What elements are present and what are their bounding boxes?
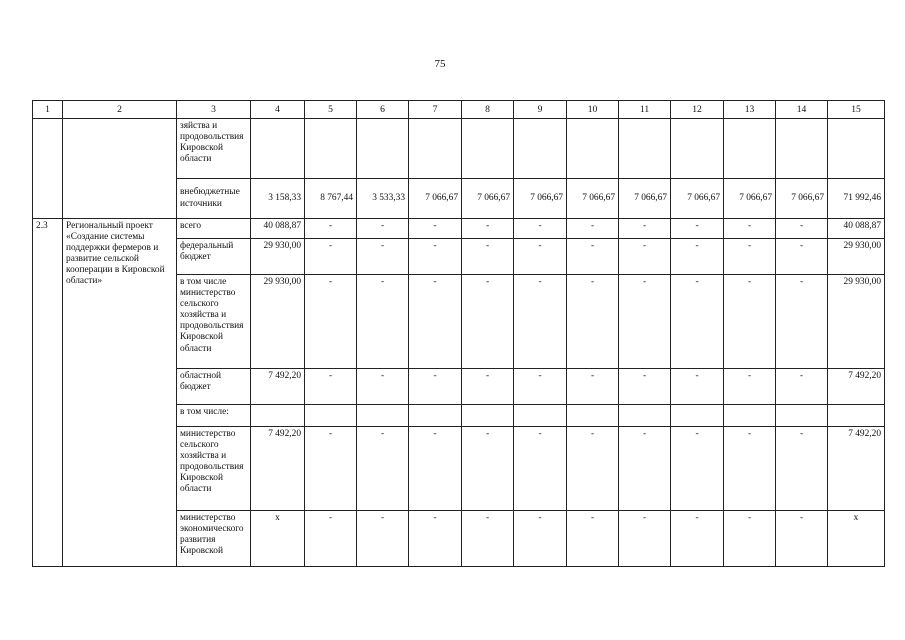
total-cell: 7 492,20 [251,369,305,405]
final-cell: 7 492,20 [828,427,885,511]
empty-value-cell: - [462,239,514,275]
empty-value-cell: - [671,275,724,369]
table-cell [305,119,357,179]
row-label: всего [177,219,251,239]
row-label: министерство экономического развития Кировской [177,511,251,567]
total-cell: 29 930,00 [251,275,305,369]
col-9: 9 [514,101,567,119]
table-cell [567,119,619,179]
empty-value-cell: - [619,275,671,369]
empty-value-cell: - [409,239,462,275]
empty-value-cell: - [514,369,567,405]
row-label: министерство сельского хозяйства и продовольствия Кировской области [177,427,251,511]
table-cell [567,405,619,427]
empty-value-cell: - [462,369,514,405]
final-cell: х [828,511,885,567]
empty-value-cell: - [514,219,567,239]
section-number: 2.3 [33,219,63,567]
value-cell: 3 533,33 [357,179,409,219]
empty-value-cell: - [619,369,671,405]
col-5: 5 [305,101,357,119]
empty-value-cell: - [409,511,462,567]
col-13: 13 [724,101,776,119]
empty-value-cell: - [671,511,724,567]
value-cell: 3 158,33 [251,179,305,219]
empty-value-cell: - [305,239,357,275]
table-cell [409,119,462,179]
row-label: зяйства и продовольствия Кировской области [177,119,251,179]
value-cell: 71 992,46 [828,179,885,219]
col-7: 7 [409,101,462,119]
value-cell: 7 066,67 [776,179,828,219]
empty-value-cell: - [776,369,828,405]
value-cell: 7 066,67 [514,179,567,219]
section-title: Региональный проект «Создание системы поддержки фермеров и развитие сельской кооперации в Кировской области» [63,219,177,567]
col-10: 10 [567,101,619,119]
table-cell [514,405,567,427]
empty-value-cell: - [514,511,567,567]
empty-value-cell: - [567,427,619,511]
empty-value-cell: - [671,219,724,239]
col-15: 15 [828,101,885,119]
empty-value-cell: - [462,511,514,567]
empty-value-cell: - [776,427,828,511]
empty-value-cell: - [776,219,828,239]
empty-value-cell: - [514,275,567,369]
empty-value-cell: - [671,369,724,405]
table-cell [357,405,409,427]
row-label: федеральный бюджет [177,239,251,275]
table-cell [724,119,776,179]
empty-value-cell: - [357,369,409,405]
col-3: 3 [177,101,251,119]
value-cell: 7 066,67 [724,179,776,219]
table-cell [63,119,177,219]
page-number: 75 [434,58,446,70]
value-cell: 7 066,67 [462,179,514,219]
table-cell [828,119,885,179]
empty-value-cell: - [357,275,409,369]
col-1: 1 [33,101,63,119]
budget-table [32,100,885,567]
empty-value-cell: - [724,219,776,239]
empty-value-cell: - [462,219,514,239]
empty-value-cell: - [462,427,514,511]
empty-value-cell: - [409,369,462,405]
empty-value-cell: - [619,427,671,511]
empty-value-cell: - [305,511,357,567]
row-label: внебюджетные источники [177,179,251,219]
total-cell: х [251,511,305,567]
empty-value-cell: - [619,219,671,239]
empty-value-cell: - [357,219,409,239]
final-cell: 7 492,20 [828,369,885,405]
value-cell: 8 767,44 [305,179,357,219]
empty-value-cell: - [671,239,724,275]
empty-value-cell: - [776,275,828,369]
row-label: в том числе: [177,405,251,427]
empty-value-cell: - [567,239,619,275]
empty-value-cell: - [567,511,619,567]
total-cell: 7 492,20 [251,427,305,511]
table-cell [776,405,828,427]
value-cell: 7 066,67 [671,179,724,219]
empty-value-cell: - [619,511,671,567]
empty-value-cell: - [357,239,409,275]
table-cell [251,119,305,179]
table-cell [462,119,514,179]
col-8: 8 [462,101,514,119]
empty-value-cell: - [776,239,828,275]
empty-value-cell: - [409,275,462,369]
total-cell: 29 930,00 [251,239,305,275]
empty-value-cell: - [724,511,776,567]
empty-value-cell: - [671,427,724,511]
col-14: 14 [776,101,828,119]
empty-value-cell: - [305,427,357,511]
value-cell: 7 066,67 [409,179,462,219]
empty-value-cell: - [514,427,567,511]
col-6: 6 [357,101,409,119]
row-label: областной бюджет [177,369,251,405]
empty-value-cell: - [357,427,409,511]
table-cell [462,405,514,427]
empty-value-cell: - [724,239,776,275]
table-cell [514,119,567,179]
final-cell: 29 930,00 [828,275,885,369]
table-row [33,219,885,239]
value-cell: 7 066,67 [619,179,671,219]
value-cell: 7 066,67 [567,179,619,219]
table-cell [619,405,671,427]
empty-value-cell: - [462,275,514,369]
table-cell [305,405,357,427]
empty-value-cell: - [409,427,462,511]
empty-value-cell: - [567,219,619,239]
final-cell: 40 088,87 [828,219,885,239]
empty-value-cell: - [776,511,828,567]
empty-value-cell: - [724,275,776,369]
table-cell [619,119,671,179]
table-cell [828,405,885,427]
table-row [33,119,885,179]
empty-value-cell: - [305,275,357,369]
empty-value-cell: - [305,369,357,405]
empty-value-cell: - [305,219,357,239]
table-cell [357,119,409,179]
table-cell [776,119,828,179]
col-2: 2 [63,101,177,119]
empty-value-cell: - [724,427,776,511]
table-cell [409,405,462,427]
column-number-row [33,101,885,119]
table-cell [33,119,63,219]
table-cell [251,405,305,427]
empty-value-cell: - [567,275,619,369]
table-cell [671,405,724,427]
table-cell [671,119,724,179]
col-11: 11 [619,101,671,119]
empty-value-cell: - [514,239,567,275]
table-cell [724,405,776,427]
final-cell: 29 930,00 [828,239,885,275]
empty-value-cell: - [724,369,776,405]
empty-value-cell: - [409,219,462,239]
empty-value-cell: - [357,511,409,567]
total-cell: 40 088,87 [251,219,305,239]
col-4: 4 [251,101,305,119]
row-label: в том числе министерство сельского хозяйства и продовольствия Кировской области [177,275,251,369]
empty-value-cell: - [619,239,671,275]
empty-value-cell: - [567,369,619,405]
col-12: 12 [671,101,724,119]
